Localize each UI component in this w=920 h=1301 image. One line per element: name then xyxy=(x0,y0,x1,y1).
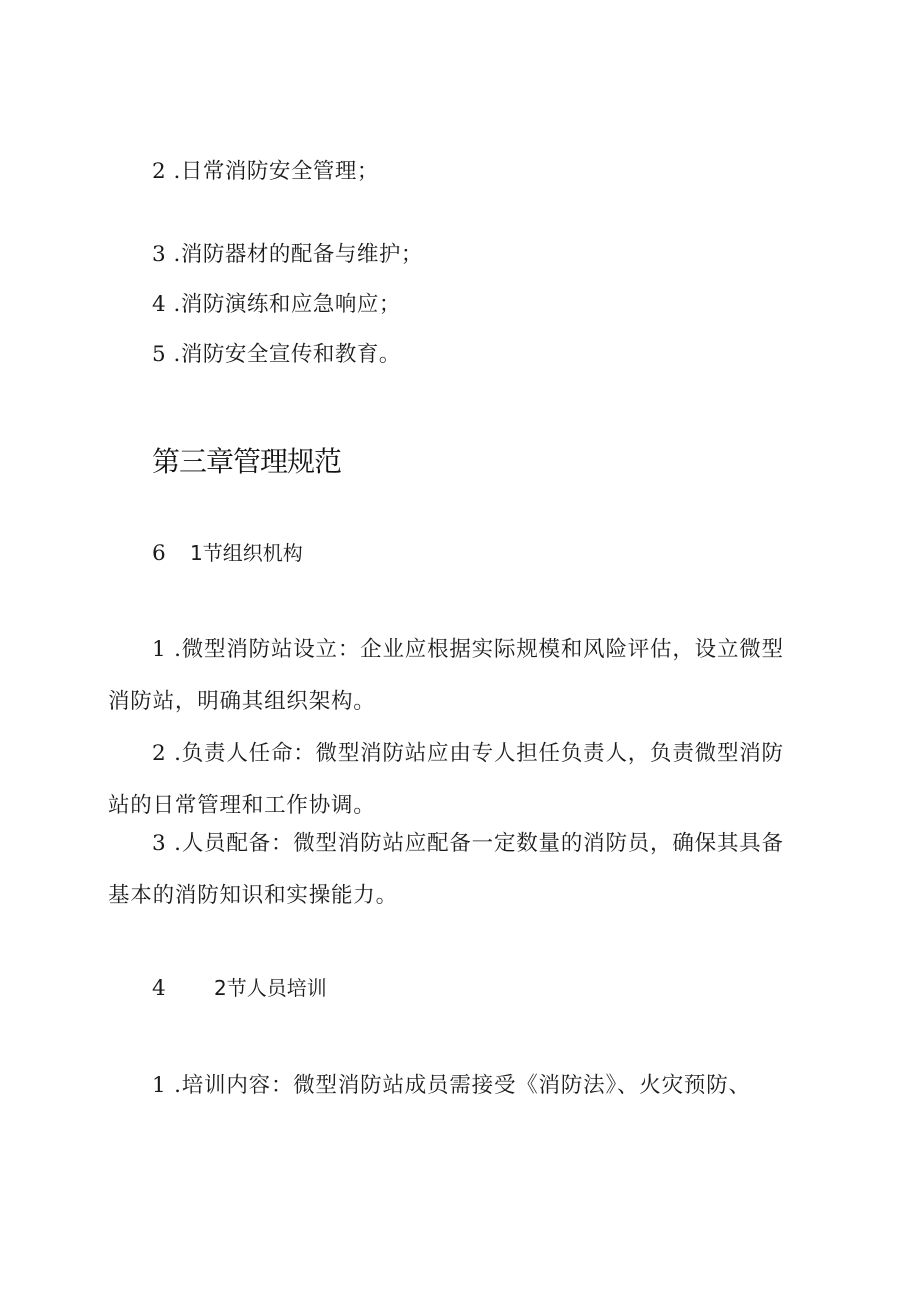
list-item-text: .消防安全宣传和教育。 xyxy=(173,342,401,367)
list-item-text: .日常消防安全管理； xyxy=(173,159,379,184)
section-number: 6 xyxy=(152,541,166,566)
paragraph-text: 2 .负责人任命：微型消防站应由专人担任负责人，负责微型消防站的日常管理和工作协调。 xyxy=(108,741,784,818)
list-item-number: 4 xyxy=(152,292,167,317)
section-heading xyxy=(152,973,327,1004)
section-title: 2节人员培训 xyxy=(214,976,327,1000)
list-item xyxy=(152,290,401,320)
paragraph xyxy=(108,624,798,728)
list-item-text: .消防演练和应急响应； xyxy=(173,292,401,317)
paragraph-text: 1 .微型消防站设立：企业应根据实际规模和风险评估，设立微型消防站，明确其组织架构。 xyxy=(108,637,784,714)
list-item-number: 3 xyxy=(152,242,167,267)
list-item xyxy=(152,340,401,370)
paragraph xyxy=(108,1060,798,1112)
paragraph xyxy=(108,728,798,832)
list-item-number: 5 xyxy=(152,342,167,367)
section-number: 4 xyxy=(152,976,166,1001)
paragraph-text: 3 .人员配备：微型消防站应配备一定数量的消防员，确保其具备基本的消防知识和实操能力。 xyxy=(108,831,784,908)
paragraph xyxy=(108,818,798,922)
list-item xyxy=(152,240,423,270)
section-heading xyxy=(152,538,303,569)
list-item xyxy=(152,157,379,187)
list-item-text: .消防器材的配备与维护； xyxy=(173,242,423,267)
paragraph-text: 1 .培训内容：微型消防站成员需接受《消防法》、火灾预防、 xyxy=(152,1073,751,1098)
list-item-number: 2 xyxy=(152,159,167,184)
section-title: 1节组织机构 xyxy=(190,541,303,565)
chapter-title: 第三章管理规范 xyxy=(152,445,342,478)
